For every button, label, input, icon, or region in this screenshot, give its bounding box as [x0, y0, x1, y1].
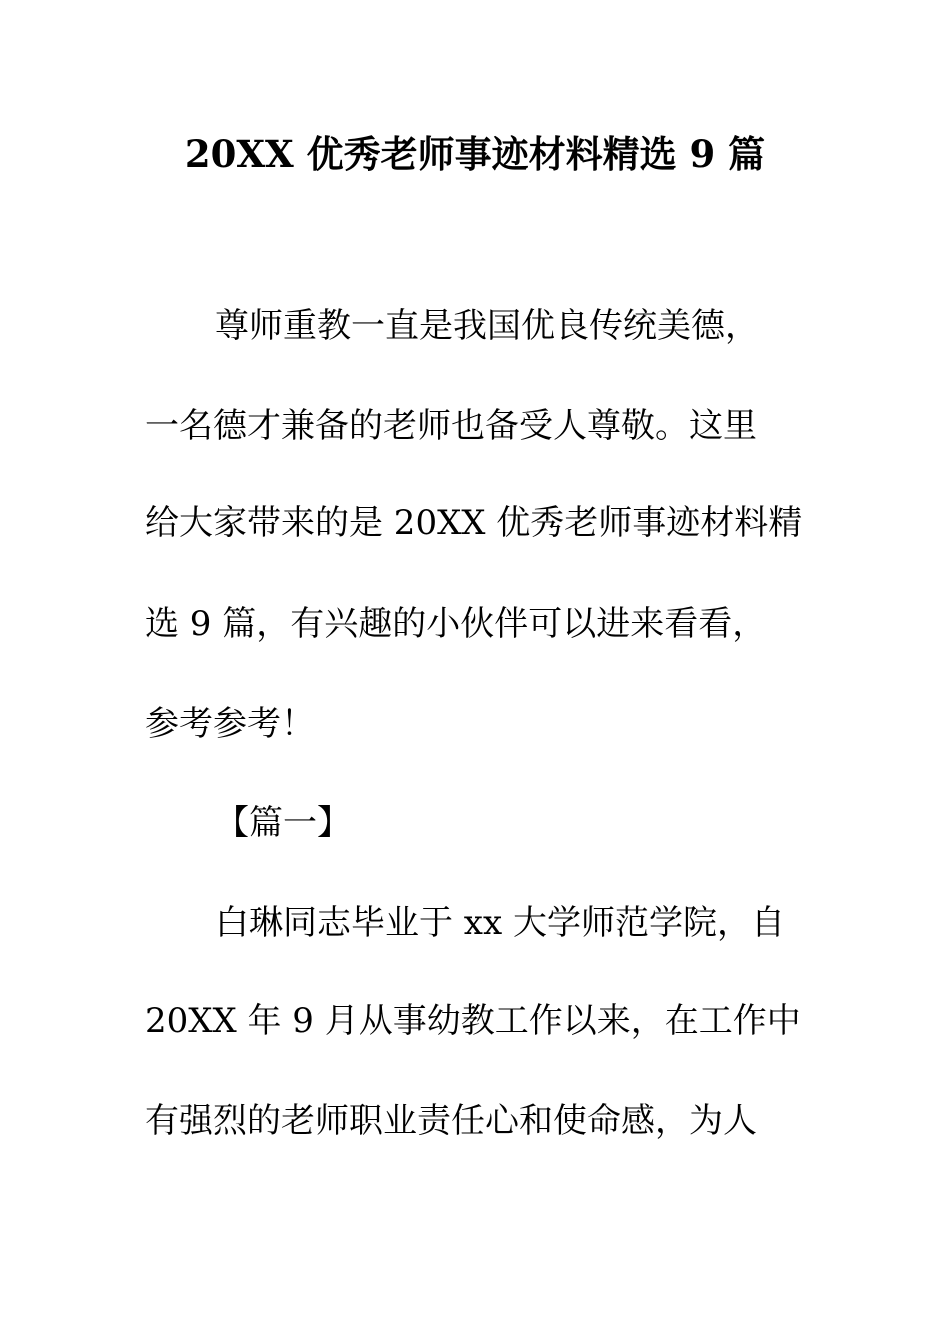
- paragraph-1-line-1: 尊师重教一直是我国优良传统美德，: [215, 306, 759, 346]
- paragraph-2-line-2: 20XX 年 9 月从事幼教工作以来，在工作中: [145, 1001, 801, 1041]
- paragraph-2-line-3: 有强烈的老师职业责任心和使命感，为人: [145, 1101, 757, 1141]
- paragraph-1-line-5: 参考参考！: [145, 704, 315, 744]
- section-heading-1: 【篇一】: [215, 803, 351, 843]
- paragraph-1-line-3: 给大家带来的是 20XX 优秀老师事迹材料精: [145, 503, 803, 543]
- document-title: 20XX 优秀老师事迹材料精选 9 篇: [184, 132, 766, 176]
- paragraph-1-line-2: 一名德才兼备的老师也备受人尊敬。这里: [145, 406, 757, 446]
- paragraph-2-line-1: 白琳同志毕业于 xx 大学师范学院，自: [215, 903, 785, 943]
- paragraph-1-line-4: 选 9 篇，有兴趣的小伙伴可以进来看看，: [145, 604, 767, 644]
